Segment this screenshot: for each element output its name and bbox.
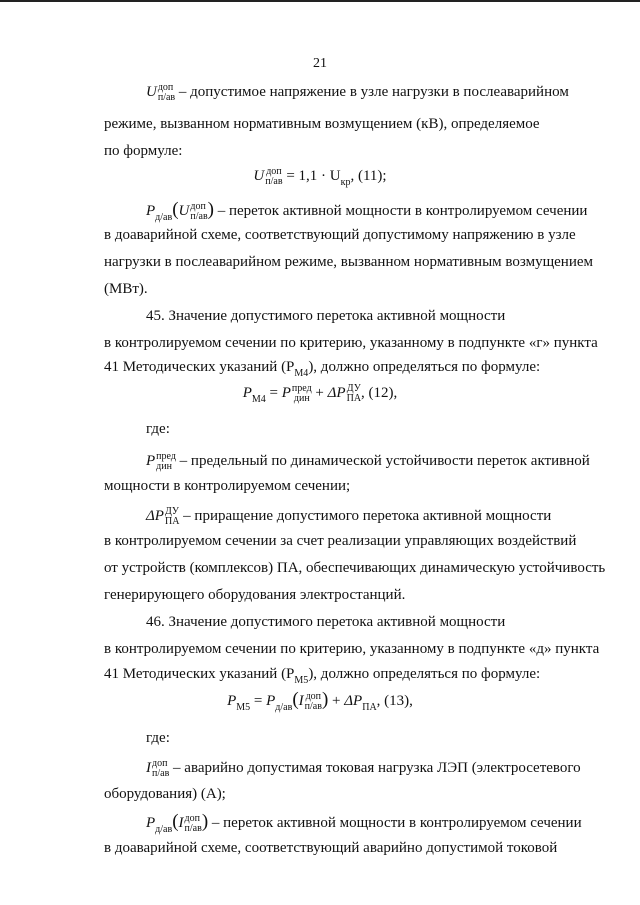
- sup-dop: доп: [266, 165, 282, 177]
- text-line-2: [104, 114, 588, 134]
- text-line-15: мощности в контролируемом сечении;: [104, 478, 351, 494]
- paren: (: [292, 689, 299, 710]
- text: режиме, вызванном нормативным возмущением (кВ), определяемое: [104, 116, 540, 132]
- formula-tail: , (12),: [361, 385, 398, 401]
- text-line-11: [104, 357, 588, 384]
- sub-m4: М4: [294, 368, 309, 379]
- sub-pav: п/ав: [152, 767, 170, 779]
- sub-pav: п/ав: [265, 175, 283, 187]
- text: – переток активной мощности в контролируемом сечении: [214, 203, 588, 219]
- paragraph-45: 45. Значение допустимого перетока активной мощности: [146, 308, 506, 324]
- sub-dav: д/ав: [155, 824, 173, 835]
- sub-m4: М4: [251, 394, 266, 405]
- definition-delta-p: [146, 506, 588, 527]
- text: 41 Методических указаний (P: [104, 666, 295, 682]
- where-label-2: где:: [146, 730, 170, 746]
- paragraph-46: 46. Значение допустимого перетока активной мощности: [146, 614, 506, 630]
- formula-11: [0, 166, 640, 193]
- definition-p-dav-u: [146, 200, 588, 228]
- formula-13: [0, 690, 640, 718]
- formula-12: [0, 383, 640, 410]
- sub-din: дин: [293, 392, 310, 404]
- formula-tail: , (13),: [376, 693, 413, 709]
- text-line-28: в доаварийной схеме, соответствующий аварийно допустимой токовой: [104, 840, 558, 856]
- symbol-i: I: [146, 760, 151, 776]
- symbol-p: P: [266, 693, 276, 709]
- text-tail: ), должно определяться по формуле:: [308, 359, 541, 375]
- page-number: 21: [313, 56, 327, 71]
- symbol-p: P: [146, 815, 156, 831]
- formula-body: = 1,1 · U: [286, 168, 341, 184]
- sub-pa: ПА: [346, 392, 362, 404]
- plus: +: [328, 693, 345, 709]
- sup-pred: пред: [291, 382, 312, 394]
- symbol-i: I: [298, 693, 304, 709]
- symbol-delta-p: ΔP: [344, 693, 363, 709]
- definition-i-dop: [146, 758, 588, 779]
- sub-pav: п/ав: [304, 700, 322, 712]
- symbol-u: U: [253, 168, 265, 184]
- sub-din: дин: [156, 460, 172, 472]
- symbol-p: P: [227, 693, 237, 709]
- sub-pav: п/ав: [190, 210, 208, 222]
- formula-tail: , (11);: [350, 168, 387, 184]
- text: 41 Методических указаний (P: [104, 359, 295, 375]
- plus: +: [311, 385, 328, 401]
- text: – приращение допустимого перетока активной мощности: [179, 508, 552, 524]
- symbol-u: U: [146, 84, 157, 100]
- sub-pa: ПА: [362, 702, 377, 713]
- equals: =: [250, 693, 267, 709]
- symbol-delta-p: ΔP: [327, 385, 346, 401]
- equals: =: [265, 385, 282, 401]
- definition-p-pred: [146, 451, 588, 472]
- symbol-u: U: [178, 203, 190, 219]
- sub-pav: п/ав: [184, 822, 202, 834]
- text: – переток активной мощности в контролируемом сечении: [208, 815, 582, 831]
- paren: (: [172, 199, 179, 220]
- sup-pred: пред: [156, 450, 176, 462]
- definition-u-dop: [146, 82, 588, 103]
- text-tail: ), должно определяться по формуле:: [308, 666, 541, 682]
- text-line-3: по формуле:: [104, 143, 183, 159]
- sup-du: ДУ: [164, 505, 179, 517]
- text: – предельный по динамической устойчивости переток активной: [175, 453, 590, 469]
- sup-du: ДУ: [346, 382, 361, 394]
- sub-m5: М5: [236, 702, 251, 713]
- symbol-p: P: [146, 453, 156, 469]
- sup-dop: доп: [305, 690, 322, 702]
- paren: ): [201, 811, 209, 832]
- paren: ): [321, 689, 329, 710]
- text: – аварийно допустимая токовая нагрузка ЛЭП (электросетевого: [169, 760, 581, 776]
- sub-kr: кр: [340, 177, 351, 188]
- sub-pa: ПА: [164, 515, 180, 527]
- sub-m5: М5: [294, 675, 309, 686]
- definition-p-dav-i: [146, 812, 588, 840]
- sub-dav: д/ав: [275, 702, 293, 713]
- text-line-26: оборудования) (А);: [104, 786, 226, 802]
- text-line-21: в контролируемом сечении по критерию, указанному в подпункте «д» пункта: [104, 641, 600, 657]
- text-line-7: нагрузки в послеаварийном режиме, вызванном нормативным возмущением: [104, 254, 593, 270]
- paren: ): [207, 199, 214, 220]
- sup-dop: доп: [152, 757, 168, 769]
- paren: (: [172, 811, 179, 832]
- symbol-p: P: [281, 385, 291, 401]
- sup-dop: доп: [157, 81, 174, 93]
- symbol-delta-p: ΔP: [146, 508, 164, 524]
- symbol-p: P: [146, 203, 156, 219]
- where-label: где:: [146, 421, 170, 437]
- sub-dav: д/ав: [155, 212, 173, 223]
- top-border: [0, 0, 640, 2]
- sup-dop: доп: [184, 812, 200, 824]
- text-line-6: в доаварийной схеме, соответствующий допустимому напряжению в узле: [104, 227, 576, 243]
- text-line-22: [104, 664, 588, 691]
- text-line: – допустимое напряжение в узле нагрузки в послеаварийном: [175, 84, 569, 100]
- sub-pav: п/ав: [157, 91, 176, 103]
- symbol-i: I: [178, 815, 184, 831]
- text-line-10: в контролируемом сечении по критерию, указанному в подпункте «г» пункта: [104, 335, 598, 351]
- text-line-17: в контролируемом сечении за счет реализации управляющих воздействий: [104, 533, 577, 549]
- symbol-p: P: [242, 385, 252, 401]
- text-line-18: от устройств (комплексов) ПА, обеспечивающих динамическую устойчивость: [104, 560, 606, 576]
- text-line-8: (МВт).: [104, 281, 148, 297]
- text-line-19: генерирующего оборудования электростанций.: [104, 587, 406, 603]
- sup-dop: доп: [190, 200, 206, 212]
